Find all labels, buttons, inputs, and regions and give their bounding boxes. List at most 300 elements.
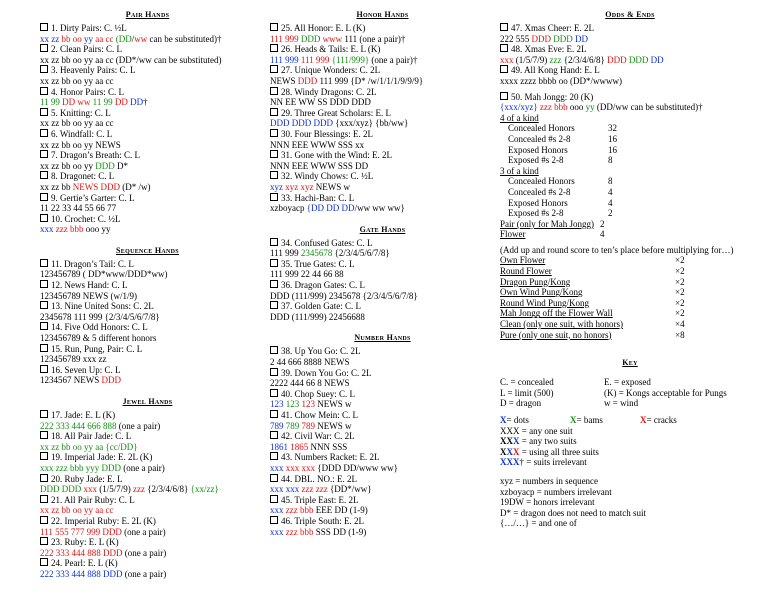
section-heading: Gate Hands: [359, 224, 406, 234]
text-segment: xx zz bb oo yy aa {cc/DD}: [40, 441, 138, 452]
text-segment: 15. Run, Pung, Pair: C. L: [51, 343, 143, 354]
text-segment: 111 999: [300, 54, 332, 65]
checkbox-icon[interactable]: [500, 44, 508, 52]
score-row: [500, 176, 760, 187]
score-row-label: Flower: [500, 229, 526, 240]
checkbox-icon[interactable]: [40, 495, 48, 503]
hand-entry: [40, 44, 255, 55]
text-segment: 41. Chow Mein: C. L: [281, 410, 359, 420]
key-bams-label: = bams: [576, 415, 603, 425]
text-segment: 33. Hachi-Ban: C. L: [281, 192, 355, 203]
key-suit-colors: [500, 415, 760, 426]
checkbox-icon[interactable]: [40, 365, 48, 373]
text-segment: DD: [575, 33, 588, 44]
hand-entry: [500, 23, 760, 34]
text-segment: zzz bbb: [539, 102, 570, 113]
key-cracks-label: = cracks: [646, 415, 677, 425]
text-segment: 44. DBL. NO.: E. 2L: [281, 473, 357, 484]
checkbox-icon[interactable]: [270, 108, 278, 116]
text-segment: 2345678: [300, 248, 333, 259]
checkbox-icon[interactable]: [40, 108, 48, 116]
text-segment: 18. All Pair Jade: C. L: [51, 431, 132, 442]
key-three-label: = using all three suits: [519, 446, 599, 457]
checkbox-icon[interactable]: [270, 516, 278, 524]
checkbox-icon[interactable]: [40, 150, 48, 158]
checkbox-icon[interactable]: [40, 474, 48, 482]
multiplier-row-label: Mah Jongg off the Flower Wall: [500, 308, 613, 319]
section-heading: Honor Hands: [356, 10, 409, 19]
hand-entry: [270, 474, 495, 485]
hand-entry: [270, 108, 495, 119]
text-segment: NN EE WW SS DDD DDD: [270, 97, 371, 108]
text-segment: 47. Xmas Cheer: E. 2L: [511, 23, 594, 33]
text-segment: 5. Knitting: C. L: [51, 107, 111, 118]
hand-entry: [270, 129, 495, 140]
checkbox-icon[interactable]: [270, 431, 278, 439]
checkbox-icon[interactable]: [40, 87, 48, 95]
section-heading: Jewel Hands: [122, 397, 173, 406]
column-1: [40, 8, 255, 580]
text-segment: zzz zzz: [301, 484, 328, 495]
text-segment: 9. Gertie’s Garter: C. L: [51, 192, 135, 203]
text-segment: DDD: [300, 33, 323, 44]
hand-entry: [270, 516, 495, 527]
key-row: [500, 398, 760, 409]
hand-pattern: [40, 224, 255, 235]
score-row: [500, 145, 760, 156]
text-segment: 2. Clean Pairs: C. L: [51, 44, 122, 55]
score-row-label: Exposed #s 2-8: [508, 208, 564, 219]
checkbox-icon[interactable]: [40, 65, 48, 73]
checkbox-icon[interactable]: [40, 214, 48, 222]
text-segment: zzz bbb: [285, 505, 316, 516]
hand-entry: [40, 171, 255, 182]
checkbox-icon[interactable]: [270, 259, 278, 267]
hand-entry: [270, 87, 495, 98]
text-segment: NEWS: [270, 75, 298, 86]
text-segment: 123: [285, 399, 302, 410]
hand-pattern: [500, 34, 760, 45]
hand-pattern: [40, 140, 255, 151]
text-segment: xxx xxx: [270, 484, 302, 495]
text-segment: 111 999 {D* /w/1/1/1/9/9/9}: [319, 75, 424, 86]
text-segment: yy: [84, 33, 96, 44]
hand-pattern: [270, 269, 495, 280]
score-row: [500, 219, 760, 230]
text-segment: xx zz bb oo yy aa cc: [40, 505, 114, 516]
text-segment: {DD*/ww}: [327, 484, 372, 495]
key-three-suits: [500, 447, 760, 458]
text-segment: xzboyacp: [270, 203, 307, 214]
key-two-suits-a: XX: [500, 436, 513, 447]
text-segment: DD: [650, 54, 664, 65]
score-row-label: Exposed Honors: [508, 144, 568, 155]
hand-pattern: [40, 55, 255, 66]
checkbox-icon[interactable]: [40, 259, 48, 267]
text-segment: 29. Three Great Scholars: E. L: [281, 107, 392, 118]
text-segment: 12. News Hand: C. L: [51, 280, 128, 291]
hand-pattern: [270, 34, 495, 45]
score-row: [500, 123, 760, 134]
text-segment: {xx/zz}: [190, 484, 219, 495]
four-of-a-kind-heading: 4 of a kind: [500, 112, 539, 123]
text-segment: 13. Nine United Sons: C. 2L: [51, 301, 154, 312]
hand-entry: [270, 495, 495, 506]
text-segment: DDD: [95, 160, 115, 171]
multiplier-row-label: Dragon Pung/Kong: [500, 276, 571, 287]
hand-pattern: [40, 291, 255, 302]
text-segment: 123456789 & 5 different honors: [40, 333, 157, 344]
hand-pattern: [270, 399, 495, 410]
score-row-value: 4: [608, 186, 613, 197]
multiplier-row: [500, 319, 760, 330]
hand-entry: [270, 259, 495, 270]
checkbox-icon[interactable]: [270, 193, 278, 201]
key-note: 19DW = honors irrelevant: [500, 497, 595, 508]
text-segment: zzz: [133, 484, 145, 495]
hand-entry: [40, 193, 255, 204]
text-segment: (DD/ww can be substituted)†: [594, 102, 703, 113]
checkbox-icon[interactable]: [270, 346, 278, 354]
key-two-suits: [500, 436, 760, 447]
text-segment: 7. Dragon’s Breath: C. L: [51, 150, 140, 161]
scoring-note: (Add up and round score to ten’s place before multiplying for…): [500, 244, 734, 255]
text-segment: 11. Dragon’s Tail: C. L: [51, 258, 134, 269]
text-segment: {2/3/4/5/6/7/8}: [332, 248, 390, 259]
text-segment: /: [131, 33, 135, 44]
hand-pattern: [40, 203, 255, 214]
score-row-label: Concealed Honors: [508, 123, 575, 134]
hand-entry: [270, 150, 495, 161]
text-segment: 789: [285, 420, 302, 431]
text-segment: 111 999: [270, 33, 301, 44]
multiplier-row: [500, 277, 760, 288]
key-term: L = limit (500): [500, 387, 554, 398]
key-two-suits-label: = any two suits: [519, 436, 577, 447]
text-segment: DDD DDD DDD: [270, 118, 333, 129]
text-segment: 19. Imperial Jade: E. 2L (K): [51, 452, 153, 463]
hand-entry: [500, 92, 760, 103]
text-segment: xx zz bb oo yy aa cc (DD*/ww can be substituted): [40, 54, 222, 65]
text-segment: 32. Windy Chows: C. ½L: [281, 171, 374, 182]
text-segment: xxx: [270, 462, 286, 473]
text-segment: yy: [585, 102, 595, 113]
checkbox-icon[interactable]: [40, 344, 48, 352]
text-segment: (one a pair): [122, 547, 167, 558]
hand-pattern: [40, 34, 255, 45]
text-segment: 14. Five Odd Honors: C. L: [51, 322, 148, 333]
checkbox-icon[interactable]: [40, 301, 48, 309]
three-of-a-kind-heading: 3 of a kind: [500, 165, 539, 176]
text-segment: 222 555: [500, 33, 532, 44]
checkbox-icon[interactable]: [500, 92, 508, 100]
checkbox-icon[interactable]: [270, 238, 278, 246]
text-segment: NNN EEE WWW SSS DD: [270, 160, 369, 171]
text-segment: DDD: [607, 54, 629, 65]
text-segment: {xxx/xyz}: [500, 102, 540, 113]
text-segment: bb oo: [61, 33, 84, 44]
checkbox-icon[interactable]: [40, 44, 48, 52]
text-segment: zzz: [549, 54, 562, 65]
text-segment: {2/3/4/6/8}: [144, 484, 191, 495]
text-segment: xxx xxx: [285, 462, 315, 473]
checkbox-icon[interactable]: [40, 23, 48, 31]
checkbox-icon[interactable]: [40, 171, 48, 179]
checkbox-icon[interactable]: [40, 410, 48, 418]
key-irr-a: XXX: [500, 457, 520, 468]
hand-entry: [270, 368, 495, 379]
checkbox-icon[interactable]: [270, 171, 278, 179]
text-segment: 11 22 33 44 55 66 77: [40, 203, 117, 214]
text-segment: xx zz bb oo yy: [40, 160, 96, 171]
key-heading: Key: [622, 358, 638, 368]
text-segment: NEWS w: [317, 399, 352, 410]
text-segment: 31. Gone with the Wind: E. 2L: [281, 150, 392, 161]
multiplier-row-value: ×2: [675, 276, 685, 287]
text-segment: (D* /w): [120, 181, 151, 192]
text-segment: DDD (111/999) 22456688: [270, 311, 365, 322]
hand-entry: [270, 238, 495, 249]
hand-pattern: [40, 569, 255, 580]
checkbox-icon[interactable]: [270, 65, 278, 73]
hand-pattern: [270, 505, 495, 516]
text-segment: xxx: [270, 505, 286, 516]
hand-entry: [40, 214, 255, 225]
text-segment: {DD DD DD: [306, 203, 355, 214]
text-segment: 111 999: [270, 248, 301, 259]
hand-pattern: [40, 312, 255, 323]
checkbox-icon[interactable]: [270, 474, 278, 482]
text-segment: 46. Triple South: E. 2L: [281, 515, 365, 526]
text-segment: www: [322, 33, 345, 44]
text-segment: xx zz: [40, 33, 62, 44]
text-segment: can be substituted)†: [147, 33, 222, 44]
hand-pattern: [40, 269, 255, 280]
hand-entry: [270, 193, 495, 204]
text-segment: (1/5/7/9): [513, 54, 550, 65]
key-term: C. = concealed: [500, 377, 554, 388]
key-three-c: X: [513, 446, 520, 457]
text-segment: 30. Four Blessings: E. 2L: [281, 128, 374, 139]
text-segment: xyz xyz: [285, 181, 316, 192]
text-segment: (one a pair): [122, 568, 167, 579]
hand-pattern: [270, 76, 495, 87]
text-segment: 1861: [270, 441, 291, 452]
hand-pattern: [40, 161, 255, 172]
text-segment: (one a pair): [116, 420, 161, 431]
hand-pattern: [270, 312, 495, 323]
text-segment: xxx zzz bbb yyy DDD: [40, 462, 121, 473]
key-dots-label: = dots: [506, 415, 529, 425]
checkbox-icon[interactable]: [500, 23, 508, 31]
key-any-suit: XXX = any one suit: [500, 425, 573, 436]
text-segment: DD: [114, 97, 131, 108]
hand-pattern: [40, 333, 255, 344]
section-heading: Sequence Hands: [116, 245, 179, 255]
checkbox-icon[interactable]: [40, 452, 48, 460]
text-segment: 123: [301, 399, 318, 410]
text-segment: 25. All Honor: E. L (K): [281, 23, 366, 33]
checkbox-icon[interactable]: [40, 129, 48, 137]
text-segment: zzz bbb: [285, 526, 316, 537]
checkbox-icon[interactable]: [270, 389, 278, 397]
score-row-label: Concealed #s 2-8: [508, 133, 571, 144]
checkbox-icon[interactable]: [270, 44, 278, 52]
checkbox-icon[interactable]: [270, 368, 278, 376]
text-segment: 1234567 NEWS: [40, 375, 102, 386]
hand-pattern: [40, 118, 255, 129]
checkbox-icon[interactable]: [40, 537, 48, 545]
hand-pattern: [500, 102, 760, 113]
key-two-suits-b: X: [513, 436, 520, 447]
text-segment: EEE DD (1-9): [315, 505, 368, 516]
text-segment: 1. Dirty Pairs: C. ½L: [51, 23, 127, 33]
hand-pattern: [40, 97, 255, 108]
text-segment: 3. Heavenly Pairs: C. L: [51, 65, 136, 76]
hand-pattern: [270, 182, 495, 193]
text-segment: DD: [130, 97, 144, 108]
hand-pattern: [270, 161, 495, 172]
multiplier-row-value: ×2: [675, 287, 685, 298]
text-segment: 111 999: [270, 54, 301, 65]
key-three-b: X: [506, 446, 513, 457]
text-segment: 37. Golden Gate: C. L: [281, 301, 361, 312]
text-segment: 38. Up You Go: C. 2L: [281, 346, 361, 357]
checkbox-icon[interactable]: [270, 129, 278, 137]
score-row-value: 8: [608, 176, 613, 187]
score-row: [500, 198, 760, 209]
hand-entry: [40, 280, 255, 291]
hand-entry: [40, 452, 255, 463]
checkbox-icon[interactable]: [270, 150, 278, 158]
score-row-label: Exposed #s 2-8: [508, 155, 564, 166]
text-segment: 48. Xmas Eve: E. 2L: [511, 44, 587, 55]
checkbox-icon[interactable]: [270, 452, 278, 460]
key-cracks-x: X: [640, 415, 647, 425]
multiplier-row: [500, 287, 760, 298]
text-segment: 123456789 ( DD*www/DDD*ww): [40, 269, 168, 280]
hand-entry: [270, 452, 495, 463]
text-segment: 111 555 777 999 DDD: [40, 526, 122, 537]
text-segment: 222 333 444 888 DDD: [40, 568, 123, 579]
hand-pattern: [270, 55, 495, 66]
text-segment: 123: [270, 399, 286, 410]
hand-entry: [270, 431, 495, 442]
text-segment: 17. Jade: E. L (K): [51, 410, 116, 420]
text-segment: zzz bbb: [55, 224, 86, 235]
text-segment: DDD: [101, 375, 121, 386]
hand-pattern: [270, 291, 495, 302]
text-segment: xyz: [270, 181, 286, 192]
score-row-label: Concealed Honors: [508, 176, 575, 187]
score-row-value: 2: [608, 208, 613, 219]
column-3: [500, 8, 760, 529]
checkbox-icon[interactable]: [40, 516, 48, 524]
text-segment: 2 44 666 8888 NEWS: [270, 357, 350, 368]
key-term: (K) = Kongs acceptable for Pungs: [604, 387, 727, 398]
text-segment: NNN SSS: [310, 441, 348, 452]
score-row-value: 2: [600, 218, 605, 229]
checkbox-icon[interactable]: [270, 23, 278, 31]
text-segment: 222 333 444 666 888: [40, 420, 117, 431]
score-row-label: Pair (only for Mah Jongg): [500, 218, 594, 229]
hand-entry: [40, 322, 255, 333]
multiplier-row-label: Own Wind Pung/Kong: [500, 287, 583, 298]
text-segment: 49. All Kong Hand: E. L: [511, 65, 600, 76]
multiplier-row-value: ×2: [675, 297, 685, 308]
hand-entry: [40, 301, 255, 312]
section-heading: Number Hands: [354, 333, 411, 343]
multiplier-row-value: ×2: [675, 266, 685, 277]
checkbox-icon[interactable]: [270, 495, 278, 503]
hand-pattern: [500, 55, 760, 66]
checkbox-icon[interactable]: [500, 65, 508, 73]
text-segment: †: [143, 97, 148, 108]
key-irrelevant: [500, 457, 760, 468]
text-segment: xxx: [270, 526, 286, 537]
key-note: D* = dragon does not need to match suit: [500, 507, 647, 518]
hand-entry: [40, 365, 255, 376]
text-segment: SSS DD (1-9): [315, 526, 367, 537]
checkbox-icon[interactable]: [40, 193, 48, 201]
hand-pattern: [270, 97, 495, 108]
section-heading: Pair Hands: [125, 10, 170, 19]
text-segment: 8. Dragonet: C. L: [51, 171, 115, 182]
text-segment: 10. Crochet: C. ½L: [51, 213, 121, 224]
key-bams-x: X: [570, 415, 577, 425]
text-segment: 21. All Pair Ruby: C. L: [51, 494, 135, 505]
checkbox-icon[interactable]: [270, 87, 278, 95]
checkbox-icon[interactable]: [40, 280, 48, 288]
checkbox-icon[interactable]: [270, 301, 278, 309]
hand-entry: [40, 537, 255, 548]
key-note: {…/…} = and one of: [500, 518, 577, 529]
checkbox-icon[interactable]: [40, 322, 48, 330]
text-segment: 222 333 444 888 DDD: [40, 547, 123, 558]
text-segment: 50. Mah Jongg: 20 (K): [511, 91, 594, 102]
odds-and-ends-section: [500, 9, 760, 113]
hand-pattern: [40, 548, 255, 559]
text-segment: 4. Honor Pairs: C. L: [51, 86, 124, 97]
hand-entry: [40, 108, 255, 119]
hand-pattern: [40, 76, 255, 87]
multiplier-row-value: ×2: [675, 255, 685, 266]
score-row-label: Concealed #s 2-8: [508, 186, 571, 197]
text-segment: xx zz bb oo yy aa cc: [40, 118, 114, 129]
hand-entry: [40, 410, 255, 421]
score-row-label: Exposed Honors: [508, 197, 568, 208]
text-segment: NEWS DDD: [72, 181, 120, 192]
text-segment: 28. Windy Dragons: C. 2L: [281, 86, 377, 97]
hand-entry: [40, 558, 255, 569]
text-segment: 22. Imperial Ruby: E. 2L (K): [51, 515, 156, 526]
key-term: E. = exposed: [604, 377, 651, 388]
checkbox-icon[interactable]: [270, 410, 278, 418]
text-segment: DDD DDD: [40, 484, 84, 495]
hand-entry: [40, 23, 255, 34]
hand-pattern: [40, 421, 255, 432]
text-segment: 2222 444 66 8 NEWS: [270, 378, 350, 389]
checkbox-icon[interactable]: [270, 280, 278, 288]
checkbox-icon[interactable]: [40, 431, 48, 439]
score-row: [500, 229, 760, 240]
hand-entry: [270, 171, 495, 182]
multiplier-row: [500, 330, 760, 341]
text-segment: NNN EEE WWW SSS xx: [270, 139, 365, 150]
hand-pattern: [270, 203, 495, 214]
hand-pattern: [270, 378, 495, 389]
checkbox-icon[interactable]: [40, 558, 48, 566]
